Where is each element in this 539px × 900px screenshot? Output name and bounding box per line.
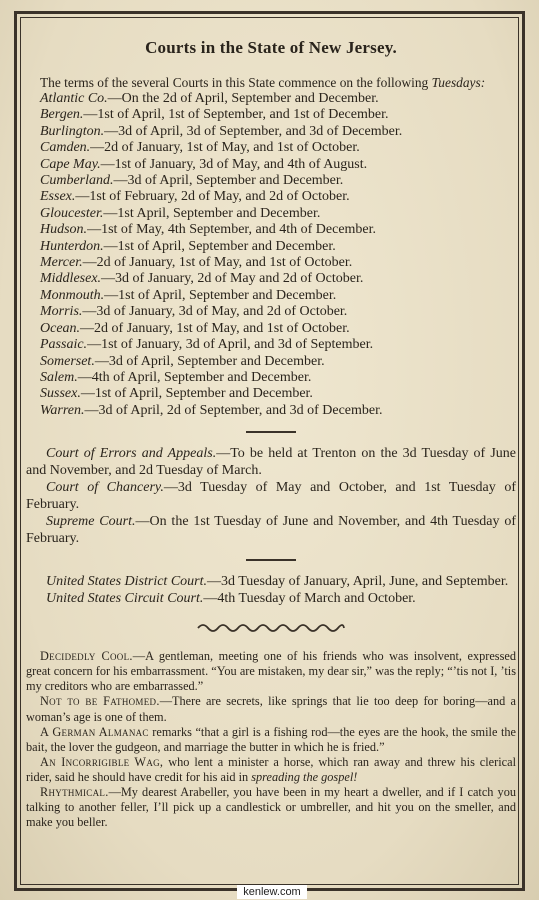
county-court-line [26, 91, 516, 107]
court-name: Supreme Court. [46, 514, 136, 530]
court-terms: —1st of April, September and December. [104, 287, 337, 303]
court-paragraph [26, 513, 516, 547]
county-name: Warren. [40, 402, 85, 418]
county-court-line [26, 321, 516, 337]
court-name: Court of Errors and Appeals. [46, 446, 217, 462]
county-name: Mercer. [40, 255, 83, 271]
county-court-list [26, 91, 516, 419]
intro-emphasis: Tuesdays: [431, 75, 486, 90]
county-name: Camden. [40, 140, 91, 156]
court-terms: —1st of April, September and December. [80, 386, 313, 402]
county-name: Monmouth. [40, 287, 105, 303]
court-text: —On the 1st Tuesday of June and November, and 4th Tuesday of February. [26, 514, 516, 547]
county-court-line [26, 107, 516, 123]
intro-paragraph [26, 74, 516, 91]
county-court-line [26, 337, 516, 353]
court-terms: —3d of January, 2d of May and 2d of October. [101, 271, 364, 287]
federal-courts [26, 573, 516, 607]
county-court-line [26, 255, 516, 271]
court-terms: —4th of April, September and December. [77, 369, 312, 385]
county-court-line [26, 189, 516, 205]
court-terms: —2d of January, 1st of May, and 1st of October. [82, 255, 353, 271]
county-court-line [26, 173, 516, 189]
anecdote-lead: Not to be Fathomed. [40, 694, 160, 709]
court-terms: —3d of April, September and December. [113, 173, 344, 189]
county-court-line [26, 140, 516, 156]
anecdote-text: remarks “that a girl is a fishing rod—the eyes are the hook, the smile the bait, the lover the gudgeon, and marriage the butter in which he is fried.” [26, 724, 516, 754]
anecdote-text: —There are secrets, like springs that lie too deep for boring—and a woman’s age is one of them. [26, 694, 516, 724]
anecdote-lead: Decidedly Cool. [40, 649, 133, 664]
county-name: Hudson. [40, 222, 88, 238]
county-court-line [26, 354, 516, 370]
county-court-line [26, 386, 516, 402]
court-paragraph [26, 590, 516, 607]
county-name: Cape May. [40, 156, 101, 172]
court-terms: —1st April, September and December. [103, 205, 321, 221]
page-title: Courts in the State of New Jersey. [145, 38, 397, 57]
county-name: Sussex. [40, 386, 81, 402]
court-name: Court of Chancery. [46, 480, 164, 496]
county-name: Middlesex. [40, 271, 102, 287]
anecdote-text: —My dearest Arabeller, you have been in my heart a dweller, and if I catch you talking to another feller, I’ll pick up a candlestick or umbreller, and hit you on the smeller, and make you beller. [26, 784, 516, 830]
court-terms: —On the 2d of April, September and December. [107, 91, 379, 106]
state-courts [26, 445, 516, 547]
anecdote-paragraph [26, 785, 516, 830]
county-court-line [26, 403, 516, 419]
county-name: Bergen. [40, 107, 84, 123]
section-divider [246, 559, 296, 561]
county-name: Passaic. [40, 337, 88, 353]
county-court-line [26, 304, 516, 320]
court-terms: —1st of January, 3d of May, and 4th of August. [100, 156, 368, 172]
county-court-line [26, 370, 516, 386]
county-court-line [26, 222, 516, 238]
court-terms: —1st of February, 2d of May, and 2d of October. [75, 189, 350, 205]
county-name: Somerset. [40, 353, 95, 369]
anecdote-paragraph [26, 755, 516, 785]
court-paragraph [26, 573, 516, 590]
anecdote-lead: Rhythmical. [40, 784, 109, 799]
court-paragraph [26, 479, 516, 513]
county-name: Hunterdon. [40, 238, 104, 254]
county-name: Salem. [40, 369, 78, 385]
court-text: —3d Tuesday of January, April, June, and September. [207, 574, 509, 590]
anecdote-paragraph [26, 725, 516, 755]
court-terms: —3d of April, September and December. [94, 353, 325, 369]
watermark: kenlew.com [237, 885, 307, 899]
anecdote-text: who lent a minister a horse, which ran away and threw his clerical rider, said he should have credit for his aid in [26, 754, 516, 784]
anecdote-paragraph [26, 694, 516, 724]
anecdote-lead: An Incorrigible Wag, [40, 754, 164, 769]
court-text: —4th Tuesday of March and October. [203, 591, 416, 607]
court-terms: —1st of May, 4th September, and 4th of December. [87, 222, 377, 238]
anecdote-text: —A gentleman, meeting one of his friends who was insolvent, expressed great concern for his embarrassment. “You are mistaken, my dear sir,” was the reply; “’tis not I, ’tis my creditors who are embarrassed.” [26, 649, 516, 694]
court-text: —3d Tuesday of May and October, and 1st Tuesday of February. [26, 480, 516, 513]
anecdote-paragraph [26, 649, 516, 694]
court-name: United States Circuit Court. [46, 591, 204, 607]
document-body [26, 24, 516, 830]
county-court-line [26, 239, 516, 255]
county-court-line [26, 288, 516, 304]
anecdote-emphasis: spreading the gospel! [251, 769, 358, 784]
county-name: Atlantic Co. [40, 91, 108, 106]
court-terms: —1st of April, September and December. [103, 238, 336, 254]
miscellany [26, 649, 516, 830]
court-name: United States District Court. [46, 574, 207, 590]
court-terms: —2d of January, 1st of May, and 1st of October. [90, 140, 360, 156]
court-terms: —3d of January, 3d of May, and 2d of October. [82, 304, 348, 320]
court-terms: —1st of January, 3d of April, and 3d of September. [87, 337, 374, 353]
anecdote-lead: A German Almanac [40, 724, 149, 739]
county-name: Essex. [40, 189, 76, 205]
county-name: Burlington. [40, 123, 105, 139]
court-text: —To be held at Trenton on the 3d Tuesday of June and November, and 2d Tuesday of March. [26, 446, 516, 479]
county-court-line [26, 124, 516, 140]
county-name: Ocean. [40, 320, 81, 336]
county-name: Gloucester. [40, 205, 104, 221]
court-terms: —2d of January, 1st of May, and 1st of October. [80, 320, 350, 336]
county-court-line [26, 157, 516, 173]
county-court-line [26, 206, 516, 222]
intro-text: The terms of the several Courts in this State commence on the following [40, 75, 432, 90]
county-court-line [26, 271, 516, 287]
section-divider [246, 431, 296, 433]
county-name: Morris. [40, 304, 83, 320]
wavy-divider [196, 621, 346, 635]
county-name: Cumberland. [40, 173, 114, 189]
court-terms: —3d of April, 2d of September, and 3d of December. [84, 402, 383, 418]
court-terms: —1st of April, 1st of September, and 1st of December. [83, 107, 389, 123]
court-paragraph [26, 445, 516, 479]
court-terms: —3d of April, 3d of September, and 3d of December. [104, 123, 403, 139]
